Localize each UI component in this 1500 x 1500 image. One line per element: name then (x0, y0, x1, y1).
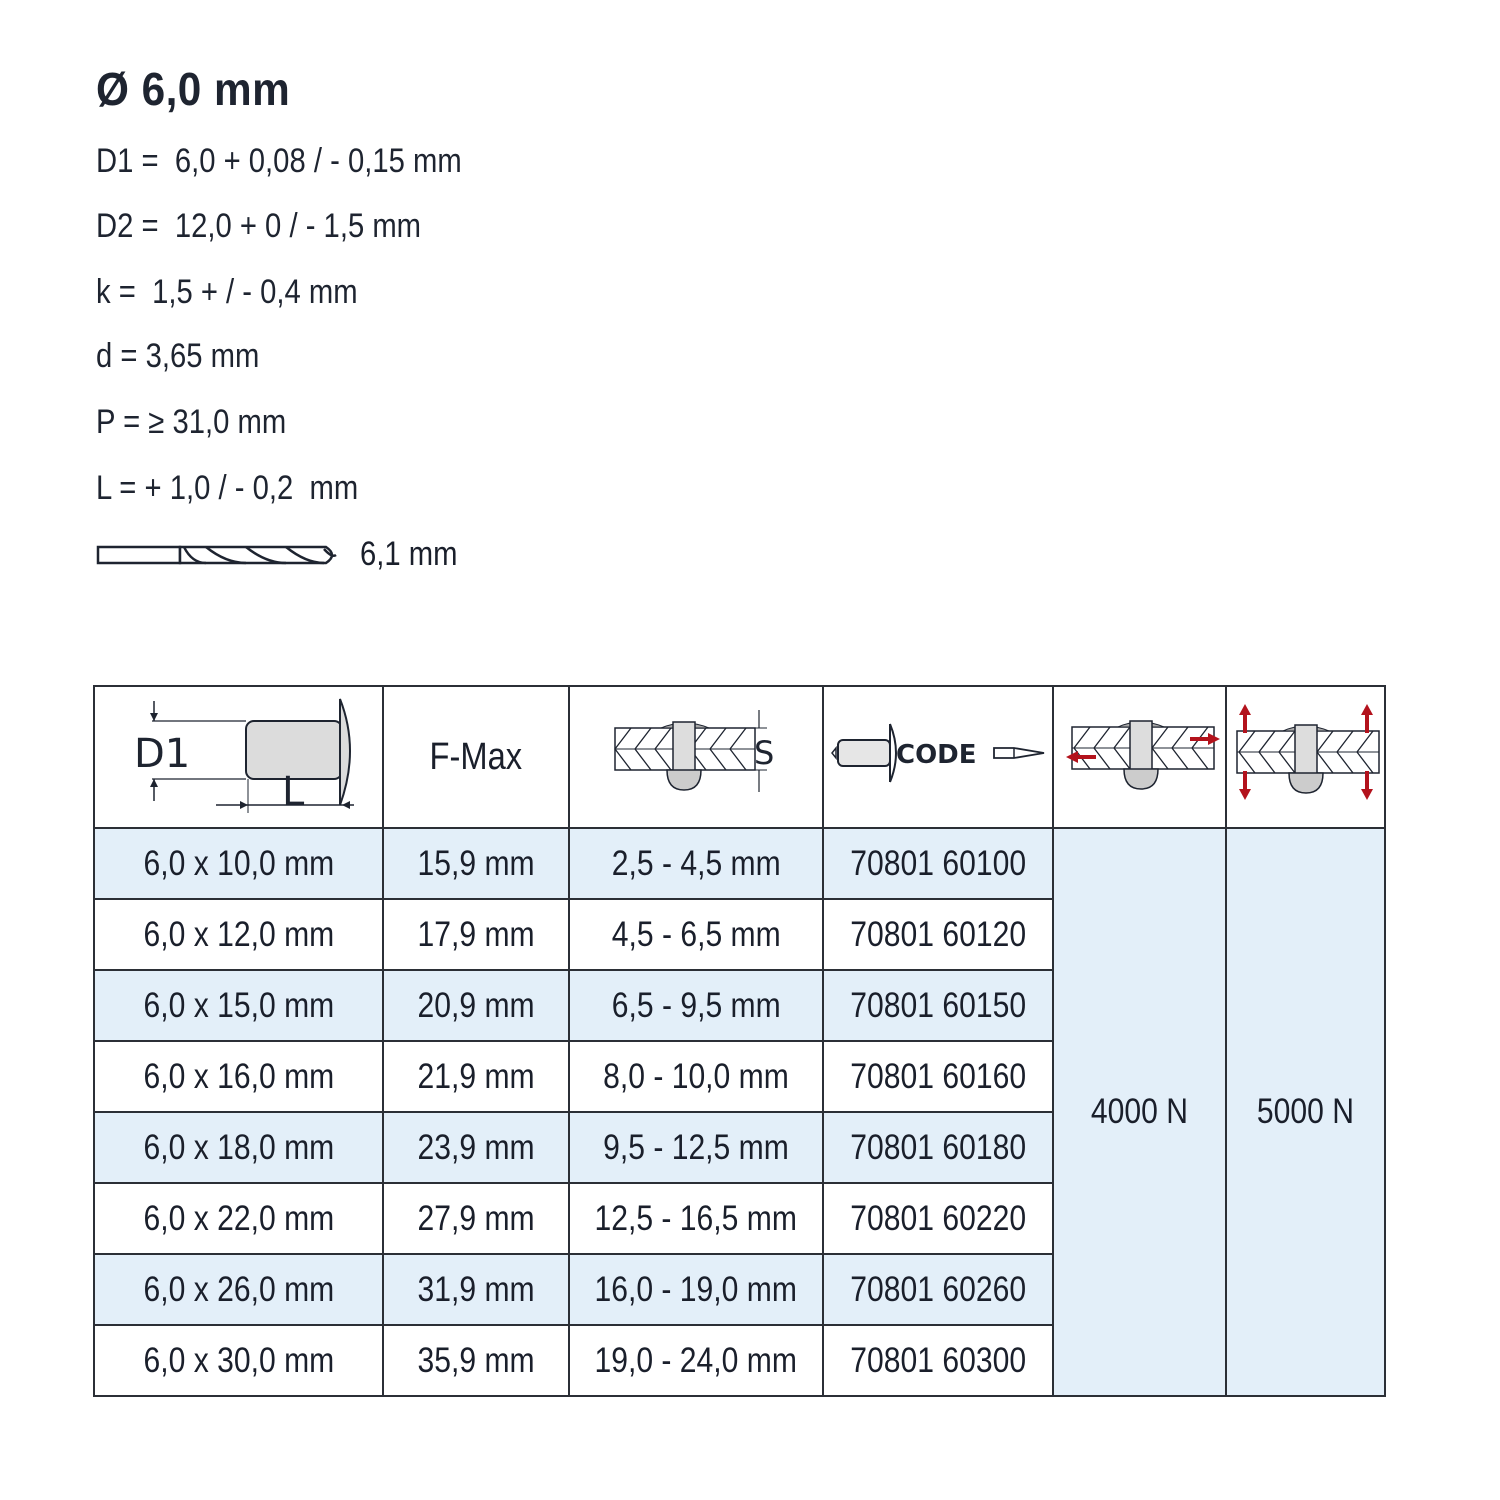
cell-fmax: 15,9 mm (383, 828, 569, 899)
cell-grip: 9,5 - 12,5 mm (569, 1112, 823, 1183)
grip-range-icon (611, 708, 781, 798)
cell-grip: 12,5 - 16,5 mm (569, 1183, 823, 1254)
svg-text:D1: D1 (133, 730, 190, 777)
cell-size: 6,0 x 12,0 mm (94, 899, 383, 970)
spec-k: k = 1,5 + / - 0,4 mm (96, 273, 358, 311)
cell-size: 6,0 x 30,0 mm (94, 1325, 383, 1396)
cell-grip: 16,0 - 19,0 mm (569, 1254, 823, 1325)
svg-text:CODE: CODE (896, 739, 977, 770)
product-table (93, 685, 1386, 1397)
rivet-dimensions-icon (124, 693, 354, 813)
spec-p: P = ≥ 31,0 mm (96, 403, 287, 441)
tensile-force-icon (1231, 703, 1381, 803)
cell-code: 70801 60150 (823, 970, 1053, 1041)
page-title: Ø 6,0 mm (96, 63, 291, 115)
cell-fmax: 17,9 mm (383, 899, 569, 970)
header-size (94, 686, 383, 828)
cell-code: 70801 60220 (823, 1183, 1053, 1254)
drill-size: 6,1 mm (360, 535, 458, 573)
drill-spec (96, 535, 473, 574)
cell-code: 70801 60300 (823, 1325, 1053, 1396)
cell-fmax: 27,9 mm (383, 1183, 569, 1254)
cell-size: 6,0 x 15,0 mm (94, 970, 383, 1041)
spec-l: L = + 1,0 / - 0,2 mm (96, 469, 359, 507)
cell-code: 70801 60260 (823, 1254, 1053, 1325)
cell-code: 70801 60120 (823, 899, 1053, 970)
cell-fmax: 23,9 mm (383, 1112, 569, 1183)
cell-size: 6,0 x 16,0 mm (94, 1041, 383, 1112)
cell-tensile-force: 5000 N (1226, 828, 1385, 1396)
cell-grip: 2,5 - 4,5 mm (569, 828, 823, 899)
cell-grip: 8,0 - 10,0 mm (569, 1041, 823, 1112)
cell-size: 6,0 x 22,0 mm (94, 1183, 383, 1254)
rivet-code-icon (828, 718, 1048, 788)
table-row (94, 828, 1385, 899)
spec-d1: D1 = 6,0 + 0,08 / - 0,15 mm (96, 142, 462, 180)
spec-d2: D2 = 12,0 + 0 / - 1,5 mm (96, 207, 422, 245)
cell-shear-force: 4000 N (1053, 828, 1226, 1396)
cell-code: 70801 60180 (823, 1112, 1053, 1183)
cell-grip: 6,5 - 9,5 mm (569, 970, 823, 1041)
cell-fmax: 20,9 mm (383, 970, 569, 1041)
cell-size: 6,0 x 26,0 mm (94, 1254, 383, 1325)
spec-d: d = 3,65 mm (96, 337, 260, 375)
cell-grip: 4,5 - 6,5 mm (569, 899, 823, 970)
drill-bit-icon (96, 544, 340, 566)
shear-force-icon (1060, 713, 1220, 793)
cell-fmax: 31,9 mm (383, 1254, 569, 1325)
cell-size: 6,0 x 10,0 mm (94, 828, 383, 899)
cell-code: 70801 60160 (823, 1041, 1053, 1112)
svg-text:L: L (281, 768, 304, 813)
cell-grip: 19,0 - 24,0 mm (569, 1325, 823, 1396)
header-fmax: F-Max (383, 686, 569, 828)
cell-fmax: 35,9 mm (383, 1325, 569, 1396)
table-header-row (94, 686, 1385, 828)
cell-size: 6,0 x 18,0 mm (94, 1112, 383, 1183)
header-code (823, 686, 1053, 828)
cell-code: 70801 60100 (823, 828, 1053, 899)
cell-fmax: 21,9 mm (383, 1041, 569, 1112)
header-tensile (1226, 686, 1385, 828)
header-grip (569, 686, 823, 828)
header-shear (1053, 686, 1226, 828)
svg-text:S: S (754, 733, 775, 772)
